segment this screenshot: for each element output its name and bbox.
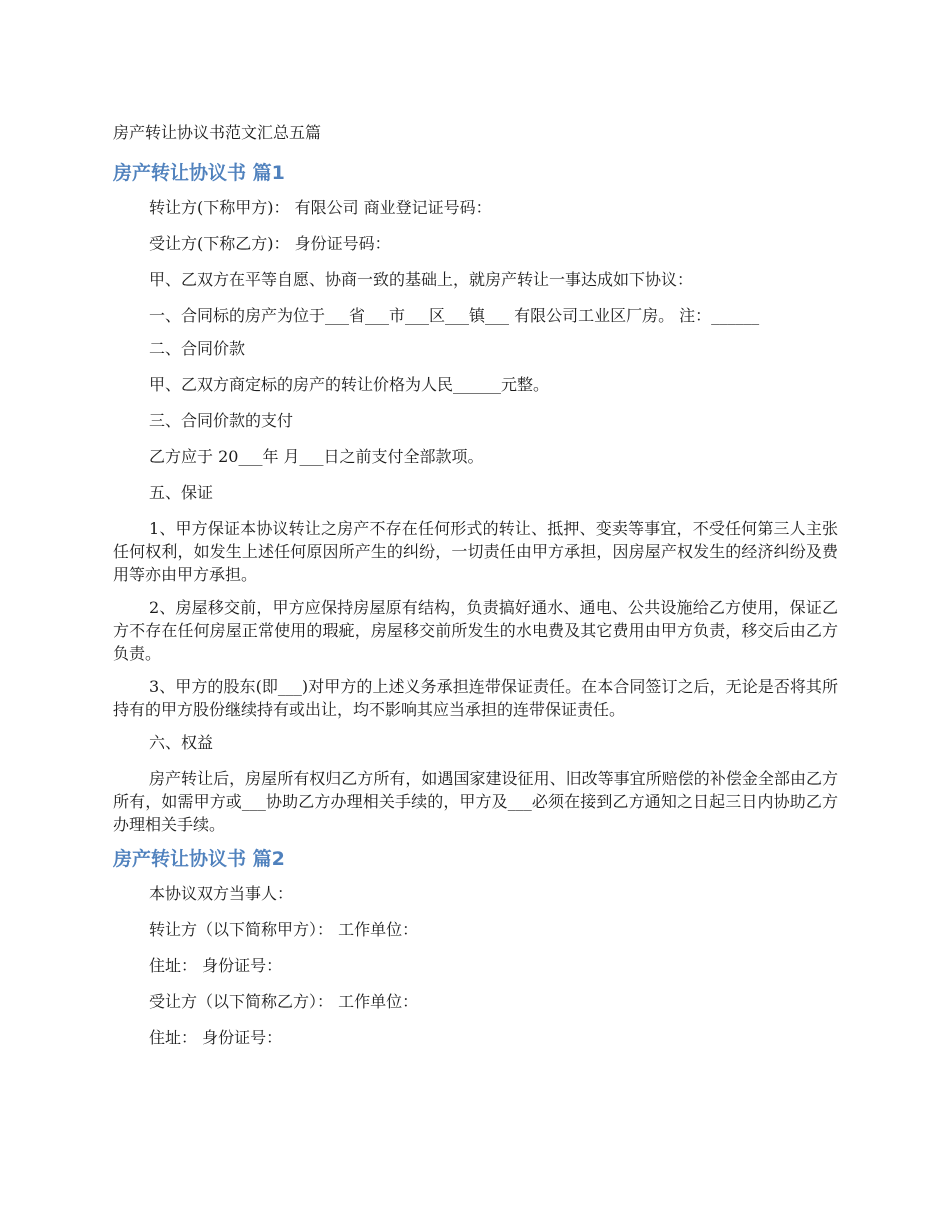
paragraph: 1、甲方保证本协议转让之房产不存在任何形式的转让、抵押、变卖等事宜，不受任何第三人主张任何权利，如发生上述任何原因所产生的纠纷，一切责任由甲方承担，因房屋产权发生的经济纠纷及费用等亦由甲方承担。	[113, 519, 838, 584]
paragraph: 甲、乙双方商定标的房产的转让价格为人民______元整。	[149, 375, 550, 394]
paragraph: 受让方（以下简称乙方）： 工作单位：	[149, 992, 419, 1011]
section-heading: 房产转让协议书 篇1	[113, 162, 285, 184]
paragraph: 五、保证	[149, 483, 214, 502]
paragraph: 转让方(下称甲方)： 有限公司 商业登记证号码：	[149, 198, 492, 217]
paragraph: 乙方应于 20___年 月___日之前支付全部款项。	[149, 447, 484, 466]
paragraph: 转让方（以下简称甲方）： 工作单位：	[149, 920, 419, 939]
section-heading: 房产转让协议书 篇2	[113, 848, 285, 870]
paragraph: 房产转让后，房屋所有权归乙方所有，如遇国家建设征用、旧改等事宜所赔偿的补偿金全部由乙方所有，如需甲方或___协助乙方办理相关手续的，甲方及___必须在接到乙方通知之日起三日内协助乙方办理相关手续。	[113, 769, 838, 834]
paragraph: 二、合同价款	[149, 339, 246, 358]
paragraph: 三、合同价款的支付	[149, 411, 294, 430]
section-1	[113, 160, 838, 836]
paragraph: 甲、乙双方在平等自愿、协商一致的基础上，就房产转让一事达成如下协议：	[149, 270, 694, 289]
section-2	[113, 846, 838, 1049]
paragraph: 3、甲方的股东(即___)对甲方的上述义务承担连带保证责任。在本合同签订之后，无论是否将其所持有的甲方股份继续持有或出让，均不影响其应当承担的连带保证责任。	[113, 677, 838, 719]
paragraph: 住址： 身份证号：	[149, 956, 283, 975]
paragraph: 住址： 身份证号：	[149, 1028, 283, 1047]
paragraph: 本协议双方当事人：	[149, 884, 294, 903]
paragraph: 一、合同标的房产为位于___省___市___区___镇___ 有限公司工业区厂房。 注：______	[149, 306, 760, 325]
paragraph: 受让方(下称乙方)： 身份证号码：	[149, 234, 391, 253]
document-title: 房产转让协议书范文汇总五篇	[113, 123, 322, 142]
document-page	[113, 122, 838, 1062]
paragraph: 六、权益	[149, 733, 214, 752]
paragraph: 2、房屋移交前，甲方应保持房屋原有结构，负责搞好通水、通电、公共设施给乙方使用，保证乙方不存在任何房屋正常使用的瑕疵，房屋移交前所发生的水电费及其它费用由甲方负责，移交后由乙方负责。	[113, 598, 838, 663]
